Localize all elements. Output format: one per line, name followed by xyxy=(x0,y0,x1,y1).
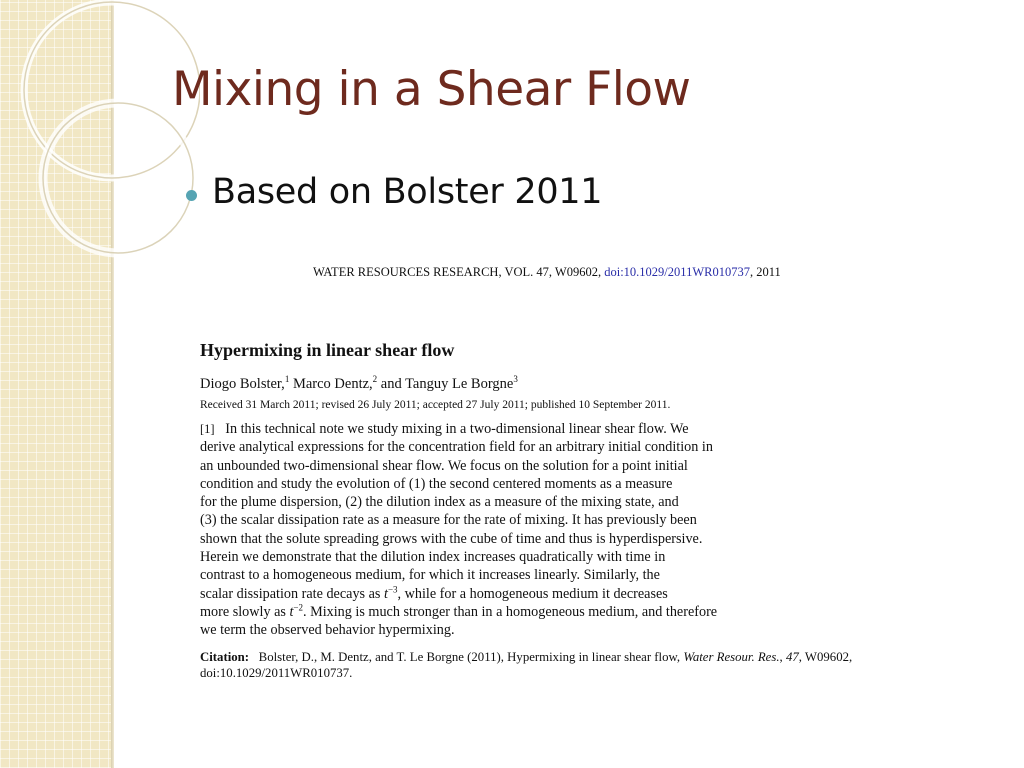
paper-authors xyxy=(200,374,518,393)
abstract-line: an unbounded two-dimensional shear flow. We focus on the solution for a point initial xyxy=(200,457,688,474)
abstract-line xyxy=(200,603,810,621)
author-name: and Tanguy Le Borgne xyxy=(380,375,514,392)
paper-title: Hypermixing in linear shear flow xyxy=(200,340,455,360)
abstract-text: In this technical note we study mixing in a two-dimensional linear shear flow. We xyxy=(225,421,689,437)
decorative-arcs xyxy=(0,0,200,260)
citation-line: doi:10.1029/2011WR010737. xyxy=(200,666,353,680)
citation-text: Bolster, D., M. Dentz, and T. Le Borgne (2011), Hypermixing in linear shear flow, xyxy=(258,650,684,664)
math-variable: t xyxy=(289,603,294,620)
citation-line xyxy=(200,649,920,665)
journal-prefix: WATER RESOURCES RESEARCH, VOL. 47, W09602, xyxy=(313,265,605,279)
bullet-dot xyxy=(186,190,197,201)
bullet-text: Based on Bolster 2011 xyxy=(212,172,603,212)
abstract-text: scalar dissipation rate decays as xyxy=(200,585,384,602)
citation-label: Citation: xyxy=(200,650,250,664)
journal-suffix: , 2011 xyxy=(749,265,781,279)
doi-link[interactable]: doi:10.1029/2011WR010737 xyxy=(604,265,750,279)
paper-abstract xyxy=(200,420,810,640)
paper-dates: Received 31 March 2011; revised 26 July 2011; accepted 27 July 2011; published 10 September 2011. xyxy=(200,399,671,411)
abstract-text: , while for a homogeneous medium it decreases xyxy=(397,585,668,602)
abstract-line: derive analytical expressions for the concentration field for an arbitrary initial condition in xyxy=(200,439,713,456)
math-exponent: −3 xyxy=(387,583,398,594)
citation-separator: , xyxy=(779,650,786,664)
author-name: Marco Dentz, xyxy=(292,375,373,392)
slide-title: Mixing in a Shear Flow xyxy=(172,62,691,117)
abstract-line xyxy=(200,420,810,438)
abstract-line: Herein we demonstrate that the dilution index increases quadratically with time in xyxy=(200,549,666,566)
abstract-line: contrast to a homogeneous medium, for which it increases linearly. Similarly, the xyxy=(200,567,660,584)
citation-volume: 47 xyxy=(785,650,799,664)
abstract-text: . Mixing is much stronger than in a homogeneous medium, and therefore xyxy=(302,603,718,620)
author-affiliation: 2 xyxy=(372,374,378,384)
abstract-line: condition and study the evolution of (1) the second centered moments as a measure xyxy=(200,475,673,492)
abstract-line: (3) the scalar dissipation rate as a measure for the rate of mixing. It has previously been xyxy=(200,512,697,529)
math-variable: t xyxy=(383,585,388,602)
abstract-line: for the plume dispersion, (2) the dilution index as a measure of the mixing state, and xyxy=(200,494,679,511)
journal-header xyxy=(313,265,781,280)
abstract-line xyxy=(200,585,810,603)
author-name: Diogo Bolster, xyxy=(200,375,285,392)
citation-journal: Water Resour. Res. xyxy=(683,650,780,664)
author-affiliation: 1 xyxy=(284,374,290,384)
paper-citation xyxy=(200,649,920,681)
paragraph-number: [1] xyxy=(200,422,215,436)
math-exponent: −2 xyxy=(293,602,303,613)
abstract-line: shown that the solute spreading grows with the cube of time and thus is hyperdispersive. xyxy=(200,530,703,547)
abstract-text: more slowly as xyxy=(200,603,290,620)
author-affiliation: 3 xyxy=(513,374,518,384)
citation-text: , W09602, xyxy=(798,650,853,664)
abstract-line: we term the observed behavior hypermixing. xyxy=(200,622,455,639)
